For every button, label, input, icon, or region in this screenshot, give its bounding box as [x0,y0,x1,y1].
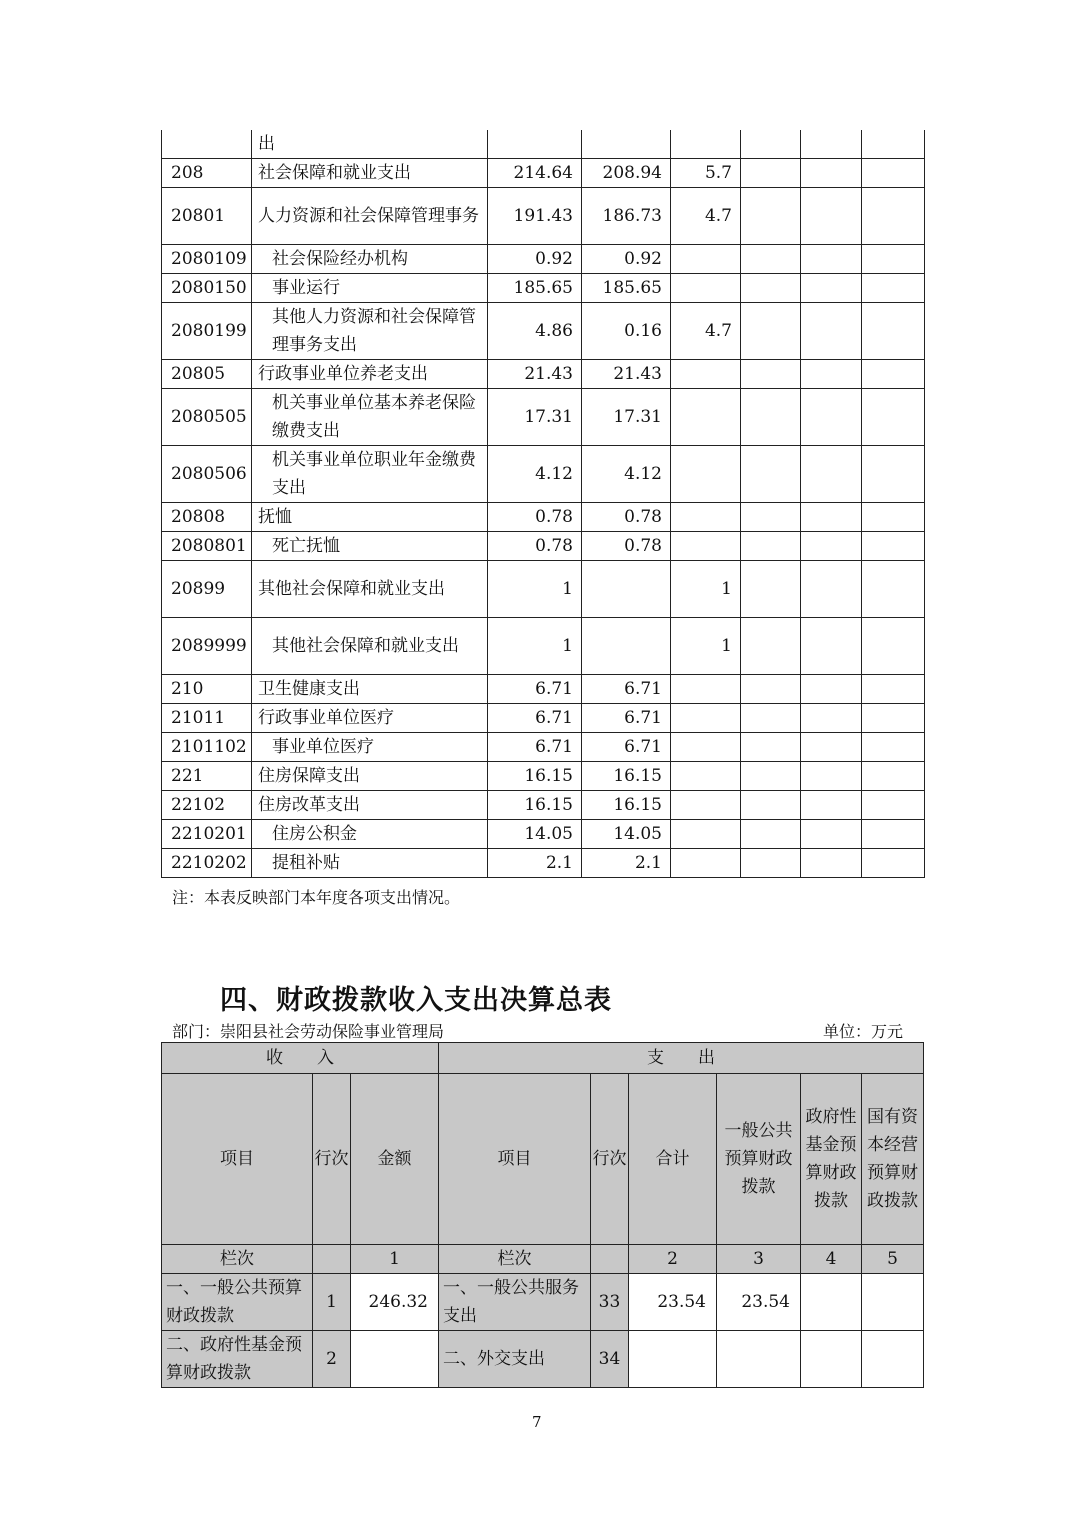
empty-cell [801,791,862,820]
empty-cell [801,303,862,360]
index-5: 5 [862,1245,924,1274]
income-amount: 246.32 [351,1274,439,1331]
empty-cell [801,130,862,159]
empty-cell [801,159,862,188]
empty-cell [801,274,862,303]
empty-cell [862,820,925,849]
table-row [162,618,925,675]
empty-cell [741,245,801,274]
empty-cell [741,532,801,561]
empty-cell [801,360,862,389]
value-project-cell: 1 [671,561,741,618]
empty-cell [862,360,925,389]
value-total-cell: 16.15 [488,791,582,820]
value-project-cell [671,446,741,503]
code-cell: 20801 [162,188,252,245]
expense-item: 一、一般公共服务支出 [439,1274,591,1331]
empty-cell [741,446,801,503]
code-cell: 2080150 [162,274,252,303]
empty-cell [801,704,862,733]
empty-cell [741,503,801,532]
empty-cell [862,704,925,733]
empty-cell [801,503,862,532]
value-project-cell [671,791,741,820]
empty-cell [862,159,925,188]
expense-state [862,1331,924,1388]
expense-header: 支 出 [439,1043,924,1074]
department-label: 部门：崇阳县社会劳动保险事业管理局 [172,1022,445,1041]
index-label-2: 栏次 [439,1245,591,1274]
code-cell: 2080506 [162,446,252,503]
name-cell: 行政事业单位医疗 [252,704,488,733]
col-general: 一般公共预算财政拨款 [717,1074,801,1245]
expense-state [862,1274,924,1331]
index-1: 1 [351,1245,439,1274]
code-cell: 210 [162,675,252,704]
value-project-cell: 1 [671,618,741,675]
empty-cell [801,762,862,791]
empty-cell [801,446,862,503]
value-basic-cell: 0.92 [582,245,671,274]
empty-cell [862,532,925,561]
empty-cell [862,188,925,245]
income-amount [351,1331,439,1388]
code-cell: 2210201 [162,820,252,849]
table-row [162,389,925,446]
name-cell: 机关事业单位职业年金缴费支出 [252,446,488,503]
table-row [162,704,925,733]
value-project-cell: 4.7 [671,303,741,360]
empty-cell [741,849,801,878]
empty-cell [741,733,801,762]
index-empty-2 [591,1245,629,1274]
empty-cell [801,849,862,878]
table-row [162,274,925,303]
code-cell: 21011 [162,704,252,733]
code-cell: 208 [162,159,252,188]
code-cell: 2080109 [162,245,252,274]
index-3: 3 [717,1245,801,1274]
empty-cell [862,503,925,532]
empty-cell [862,618,925,675]
empty-cell [862,245,925,274]
table-row [162,130,925,159]
value-total-cell: 4.86 [488,303,582,360]
col-row: 行次 [313,1074,351,1245]
value-project-cell [671,360,741,389]
empty-cell [801,188,862,245]
empty-cell [862,446,925,503]
code-cell: 2210202 [162,849,252,878]
value-total-cell: 6.71 [488,704,582,733]
value-basic-cell [582,618,671,675]
value-basic-cell: 4.12 [582,446,671,503]
value-project-cell: 4.7 [671,188,741,245]
empty-cell [801,389,862,446]
value-project-cell [671,274,741,303]
name-cell: 社会保障和就业支出 [252,159,488,188]
name-cell: 行政事业单位养老支出 [252,360,488,389]
col-state: 国有资本经营预算财政拨款 [862,1074,924,1245]
empty-cell [741,389,801,446]
value-basic-cell: 2.1 [582,849,671,878]
value-basic-cell: 6.71 [582,675,671,704]
empty-cell [862,849,925,878]
value-basic-cell [582,561,671,618]
name-cell: 住房公积金 [252,820,488,849]
value-total-cell: 2.1 [488,849,582,878]
expense-row: 34 [591,1331,629,1388]
empty-cell [741,274,801,303]
code-cell: 2089999 [162,618,252,675]
col-item: 项目 [162,1074,313,1245]
empty-cell [741,130,801,159]
value-project-cell [671,389,741,446]
empty-cell [862,130,925,159]
table-row [162,791,925,820]
value-total-cell: 191.43 [488,188,582,245]
table-header-row [162,1043,924,1074]
code-cell: 221 [162,762,252,791]
value-basic-cell: 17.31 [582,389,671,446]
value-total-cell: 4.12 [488,446,582,503]
value-project-cell [671,503,741,532]
value-project-cell [671,762,741,791]
table-row [162,503,925,532]
expense-govfund [801,1274,862,1331]
value-project-cell [671,733,741,762]
value-total-cell: 6.71 [488,675,582,704]
value-basic-cell: 186.73 [582,188,671,245]
income-item: 一、一般公共预算财政拨款 [162,1274,313,1331]
value-total-cell: 0.78 [488,503,582,532]
code-cell: 2080801 [162,532,252,561]
empty-cell [801,733,862,762]
column-header-row [162,1074,924,1245]
table-row [162,675,925,704]
table-note: 注：本表反映部门本年度各项支出情况。 [172,888,461,907]
code-cell: 22102 [162,791,252,820]
expense-total [629,1331,717,1388]
col-total: 合计 [629,1074,717,1245]
name-cell: 抚恤 [252,503,488,532]
value-project-cell [671,704,741,733]
index-row [162,1245,924,1274]
empty-cell [862,274,925,303]
table-row [162,188,925,245]
expense-general: 23.54 [717,1274,801,1331]
value-total-cell: 185.65 [488,274,582,303]
value-project-cell [671,245,741,274]
empty-cell [741,618,801,675]
name-cell: 机关事业单位基本养老保险缴费支出 [252,389,488,446]
empty-cell [801,245,862,274]
value-total-cell: 214.64 [488,159,582,188]
code-cell [162,130,252,159]
expense-govfund [801,1331,862,1388]
index-empty [313,1245,351,1274]
value-total-cell: 1 [488,561,582,618]
empty-cell [862,303,925,360]
table-row [162,446,925,503]
code-cell: 2080505 [162,389,252,446]
empty-cell [862,762,925,791]
col-govfund: 政府性基金预算财政拨款 [801,1074,862,1245]
code-cell: 2101102 [162,733,252,762]
income-row: 2 [313,1331,351,1388]
value-basic-cell [582,130,671,159]
value-basic-cell: 14.05 [582,820,671,849]
value-project-cell [671,130,741,159]
expense-item: 二、外交支出 [439,1331,591,1388]
value-total-cell: 1 [488,618,582,675]
name-cell: 事业单位医疗 [252,733,488,762]
value-basic-cell: 185.65 [582,274,671,303]
value-project-cell [671,849,741,878]
table-row [162,561,925,618]
expense-general [717,1331,801,1388]
value-total-cell: 0.92 [488,245,582,274]
value-project-cell [671,820,741,849]
code-cell: 20808 [162,503,252,532]
index-label: 栏次 [162,1245,313,1274]
value-total-cell: 6.71 [488,733,582,762]
value-basic-cell: 16.15 [582,791,671,820]
name-cell: 出 [252,130,488,159]
name-cell: 其他社会保障和就业支出 [252,561,488,618]
index-4: 4 [801,1245,862,1274]
table-row [162,532,925,561]
value-basic-cell: 0.78 [582,532,671,561]
table-row [162,849,925,878]
income-header: 收 入 [162,1043,439,1074]
name-cell: 其他社会保障和就业支出 [252,618,488,675]
name-cell: 住房保障支出 [252,762,488,791]
value-total-cell: 14.05 [488,820,582,849]
page-number: 7 [532,1413,542,1431]
empty-cell [862,791,925,820]
col-item2: 项目 [439,1074,591,1245]
empty-cell [862,733,925,762]
empty-cell [741,561,801,618]
name-cell: 人力资源和社会保障管理事务 [252,188,488,245]
table-row [162,360,925,389]
empty-cell [741,820,801,849]
table-row [162,1274,924,1331]
table-row [162,159,925,188]
name-cell: 提租补贴 [252,849,488,878]
value-basic-cell: 21.43 [582,360,671,389]
empty-cell [801,532,862,561]
value-total-cell: 21.43 [488,360,582,389]
table-row [162,303,925,360]
value-project-cell [671,532,741,561]
name-cell: 其他人力资源和社会保障管理事务支出 [252,303,488,360]
empty-cell [862,675,925,704]
col-amount: 金额 [351,1074,439,1245]
section-title: 四、财政拨款收入支出决算总表 [220,985,612,1016]
value-basic-cell: 208.94 [582,159,671,188]
empty-cell [741,704,801,733]
expense-total: 23.54 [629,1274,717,1331]
empty-cell [741,360,801,389]
value-basic-cell: 16.15 [582,762,671,791]
empty-cell [741,675,801,704]
empty-cell [801,675,862,704]
income-row: 1 [313,1274,351,1331]
name-cell: 住房改革支出 [252,791,488,820]
table-row [162,245,925,274]
value-project-cell [671,675,741,704]
col-row2: 行次 [591,1074,629,1245]
name-cell: 社会保险经办机构 [252,245,488,274]
expense-row: 33 [591,1274,629,1331]
empty-cell [741,791,801,820]
code-cell: 2080199 [162,303,252,360]
value-total-cell: 17.31 [488,389,582,446]
empty-cell [801,820,862,849]
empty-cell [862,389,925,446]
unit-label: 单位：万元 [823,1022,904,1041]
name-cell: 事业运行 [252,274,488,303]
empty-cell [862,561,925,618]
value-total-cell: 16.15 [488,762,582,791]
empty-cell [741,762,801,791]
code-cell: 20899 [162,561,252,618]
empty-cell [801,618,862,675]
expense-detail-table [161,130,925,878]
empty-cell [741,159,801,188]
table-row [162,733,925,762]
empty-cell [741,303,801,360]
value-basic-cell: 0.78 [582,503,671,532]
empty-cell [801,561,862,618]
value-total-cell: 0.78 [488,532,582,561]
empty-cell [741,188,801,245]
value-project-cell: 5.7 [671,159,741,188]
value-basic-cell: 6.71 [582,733,671,762]
table-row [162,762,925,791]
table-row [162,1331,924,1388]
code-cell: 20805 [162,360,252,389]
value-total-cell [488,130,582,159]
name-cell: 卫生健康支出 [252,675,488,704]
name-cell: 死亡抚恤 [252,532,488,561]
table-row [162,820,925,849]
index-2: 2 [629,1245,717,1274]
income-item: 二、政府性基金预算财政拨款 [162,1331,313,1388]
value-basic-cell: 0.16 [582,303,671,360]
fiscal-summary-table [161,1042,924,1388]
value-basic-cell: 6.71 [582,704,671,733]
